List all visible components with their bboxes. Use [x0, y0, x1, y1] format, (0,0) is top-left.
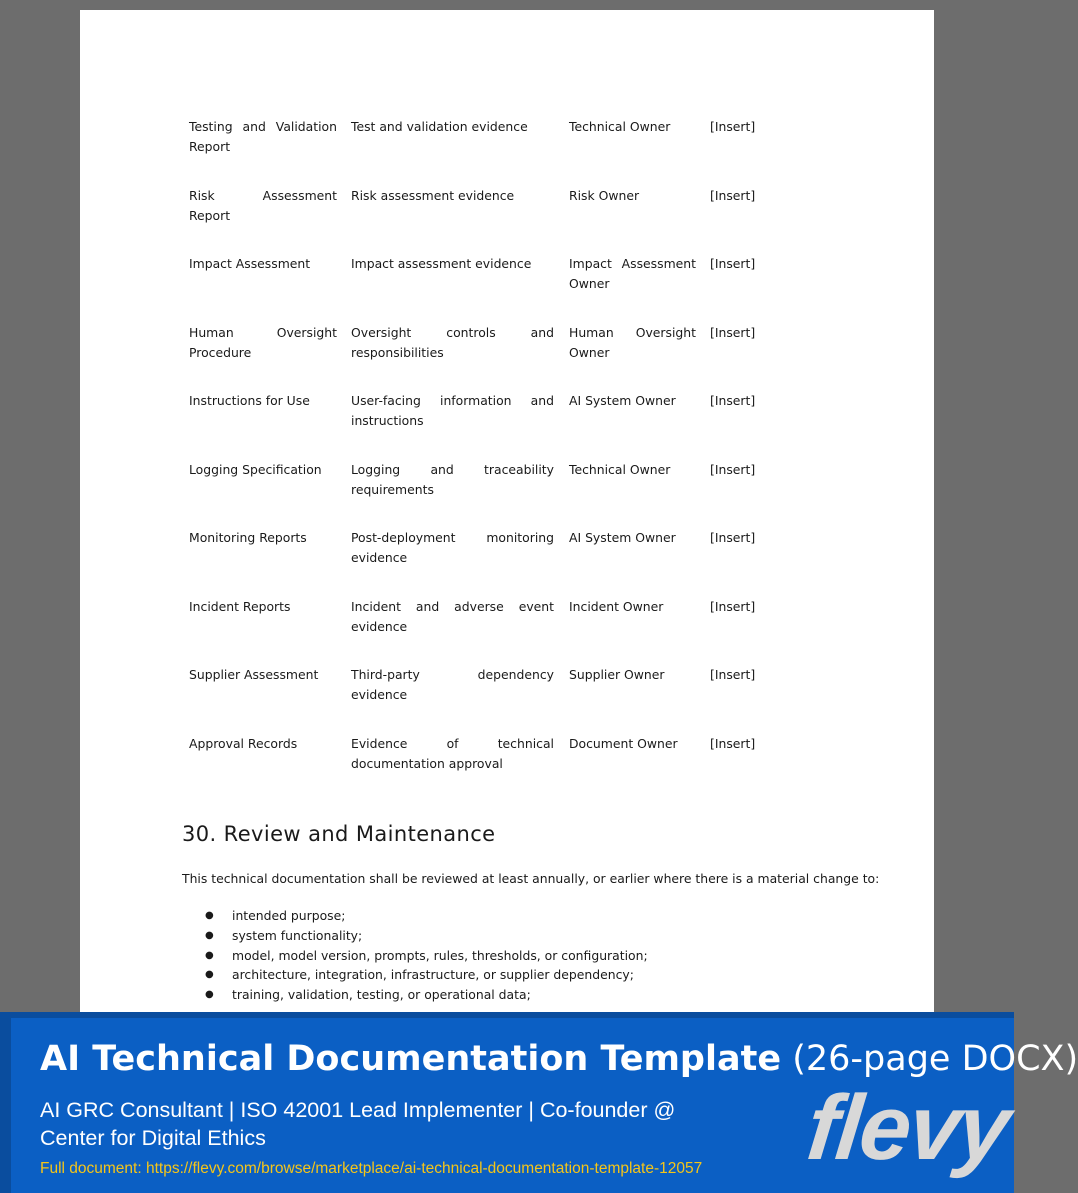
table-row: [189, 117, 769, 186]
list-item: [205, 985, 648, 1005]
title-main: AI Technical Documentation Template: [40, 1039, 782, 1079]
owner-cell: Incident Owner: [569, 598, 664, 614]
owner-cell: Technical Owner: [569, 119, 671, 134]
list-item-text: intended purpose;: [232, 908, 346, 923]
description-cell: Logging and traceability requirements: [351, 461, 554, 497]
description-cell: Incident and adverse event evidence: [351, 598, 554, 634]
table-row: [189, 734, 769, 803]
artefact-cell: Monitoring Reports: [189, 530, 307, 545]
list-item: [205, 926, 648, 946]
table-row: [189, 460, 769, 529]
artefact-cell: Risk Assessment Report: [189, 187, 337, 223]
bullet-icon: ●: [205, 910, 214, 921]
author-subtitle: AI GRC Consultant | ISO 42001 Lead Implementer | Co-founder @ Center for Digital Ethics: [40, 1098, 676, 1150]
bullet-icon: ●: [205, 969, 214, 981]
document-page: [80, 10, 934, 1020]
list-item-text: model, model version, prompts, rules, thresholds, or configuration;: [232, 947, 648, 963]
owner-cell: Risk Owner: [569, 187, 640, 203]
description-cell: Oversight controls and responsibilities: [351, 324, 554, 360]
location-cell: [Insert]: [710, 393, 756, 408]
list-item-text: training, validation, testing, or operational data;: [232, 987, 531, 1003]
list-item: [205, 946, 648, 966]
owner-cell: Supplier Owner: [569, 667, 665, 682]
owner-cell: AI System Owner: [569, 530, 676, 545]
location-cell: [Insert]: [710, 530, 756, 545]
bullet-icon: ●: [205, 929, 214, 941]
owner-cell: Technical Owner: [569, 461, 671, 477]
description-cell: Test and validation evidence: [351, 119, 528, 134]
bullet-list: [205, 906, 648, 1005]
location-cell: [Insert]: [710, 119, 756, 134]
section-heading: 30. Review and Maintenance: [182, 822, 496, 846]
location-cell: [Insert]: [710, 187, 756, 203]
artefact-cell: Logging Specification: [189, 461, 322, 477]
table-row: [189, 665, 769, 734]
location-cell: [Insert]: [710, 735, 756, 751]
description-cell: Impact assessment evidence: [351, 256, 532, 271]
owner-cell: Human Oversight Owner: [569, 324, 696, 360]
location-cell: [Insert]: [710, 256, 756, 271]
artefact-cell: Supplier Assessment: [189, 667, 319, 682]
section-intro: This technical documentation shall be reviewed at least annually, or earlier where there is a material change to:: [182, 871, 880, 886]
description-cell: Risk assessment evidence: [351, 187, 515, 203]
list-item-text: system functionality;: [232, 927, 363, 943]
artefact-cell: Approval Records: [189, 735, 298, 751]
evidence-table: [189, 117, 769, 802]
bullet-icon: ●: [205, 949, 214, 961]
title-suffix: (26-page DOCX): [792, 1039, 1078, 1079]
description-cell: Post-deployment monitoring evidence: [351, 530, 554, 565]
table-row: [189, 528, 769, 597]
document-link[interactable]: Full document: https://flevy.com/browse/marketplace/ai-technical-documentation-template-12057: [40, 1160, 703, 1177]
bullet-icon: ●: [205, 989, 214, 1001]
owner-cell: AI System Owner: [569, 393, 676, 408]
table-row: [189, 597, 769, 666]
artefact-cell: Incident Reports: [189, 598, 291, 614]
artefact-cell: Human Oversight Procedure: [189, 324, 337, 360]
artefact-cell: Impact Assessment: [189, 256, 311, 271]
location-cell: [Insert]: [710, 324, 756, 340]
table-row: [189, 254, 769, 323]
location-cell: [Insert]: [710, 461, 756, 477]
owner-cell: Document Owner: [569, 735, 678, 751]
flevy-logo: flevy: [802, 1077, 1014, 1179]
list-item: [205, 965, 648, 985]
table-row: [189, 391, 769, 460]
list-item: [205, 906, 648, 926]
table-row: [189, 323, 769, 392]
location-cell: [Insert]: [710, 598, 756, 614]
description-cell: User-facing information and instructions: [351, 393, 554, 428]
description-cell: Evidence of technical documentation approval: [351, 735, 554, 771]
artefact-cell: Testing and Validation Report: [189, 119, 337, 154]
table-row: [189, 186, 769, 255]
list-item-text: architecture, integration, infrastructure, or supplier dependency;: [232, 967, 634, 983]
description-cell: Third-party dependency evidence: [351, 667, 554, 702]
location-cell: [Insert]: [710, 667, 756, 682]
artefact-cell: Instructions for Use: [189, 393, 310, 408]
owner-cell: Impact Assessment Owner: [569, 256, 696, 291]
document-title: [40, 1039, 1078, 1079]
